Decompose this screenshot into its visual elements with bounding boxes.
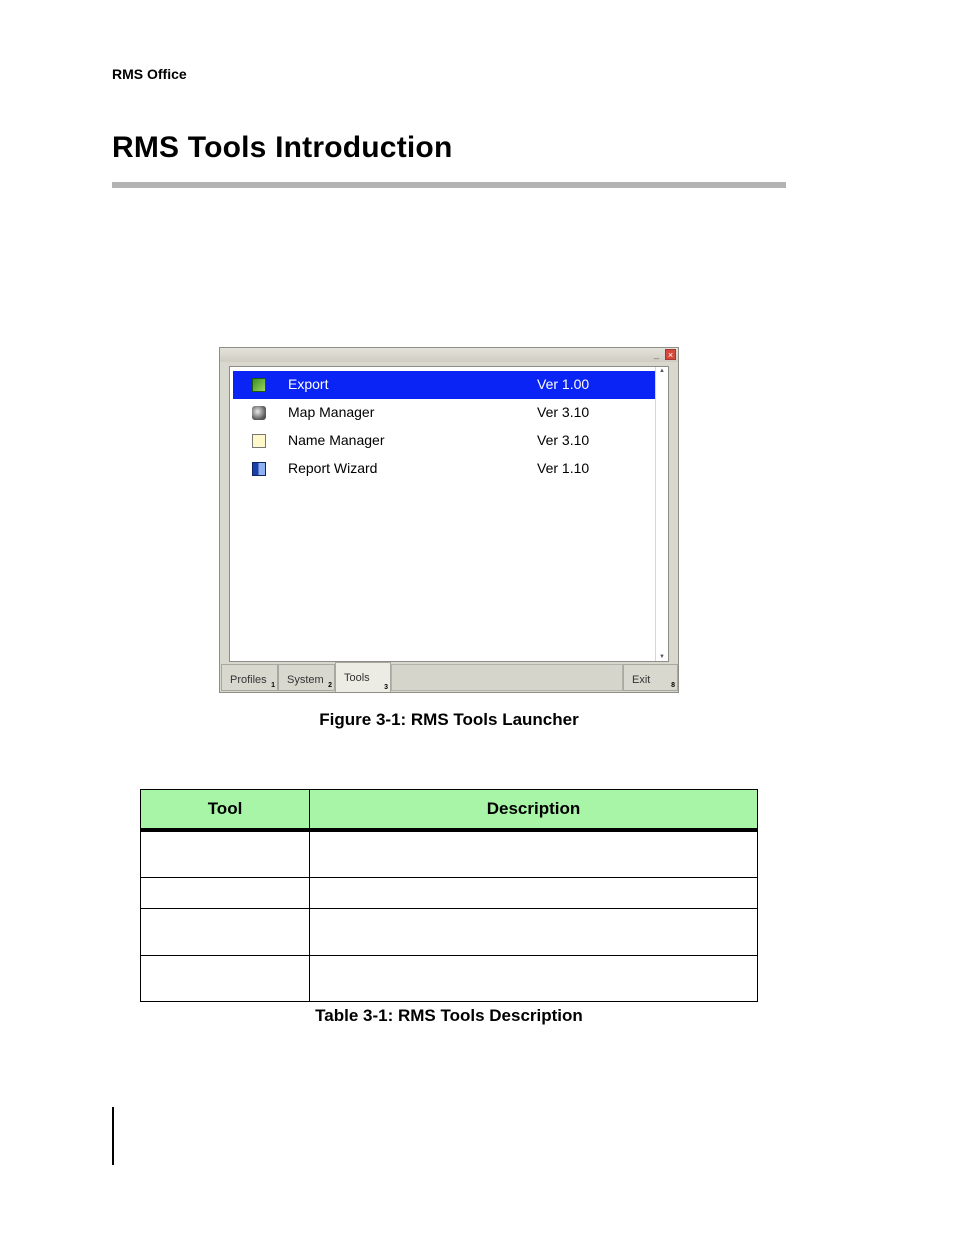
- margin-change-bar: [112, 1107, 114, 1165]
- export-icon: [252, 378, 266, 392]
- tool-version: Ver 1.00: [537, 376, 590, 392]
- tool-version: Ver 3.10: [537, 432, 590, 448]
- launcher-tabbar: [220, 662, 678, 692]
- tab-profiles[interactable]: [221, 664, 278, 691]
- table-row: [141, 830, 758, 877]
- table-header-row: [141, 790, 758, 831]
- minimize-icon[interactable]: _: [653, 349, 659, 359]
- table-row: [141, 955, 758, 1001]
- scroll-up-icon[interactable]: ▲: [659, 368, 665, 374]
- table-cell-tool: [141, 908, 310, 955]
- tools-description-table: [140, 789, 758, 1002]
- tab-label: Exit: [632, 674, 651, 686]
- table-cell-tool: [141, 955, 310, 1001]
- tab-shortcut-number: 3: [384, 684, 388, 691]
- table-cell-description: [310, 908, 758, 955]
- report-icon: [252, 462, 266, 476]
- tab-label: Tools: [344, 672, 370, 684]
- tab-label: Profiles: [230, 674, 267, 686]
- table-caption: Table 3-1: RMS Tools Description: [315, 1006, 583, 1025]
- tool-name: Report Wizard: [288, 460, 378, 476]
- tab-tools[interactable]: [335, 662, 391, 692]
- tool-item-export[interactable]: [233, 371, 656, 399]
- tool-item-name-manager[interactable]: [233, 427, 656, 455]
- tabbar-spacer: [391, 664, 623, 691]
- table-cell-description: [310, 830, 758, 877]
- tools-launcher-window: [219, 347, 679, 693]
- exit-button[interactable]: [623, 664, 678, 691]
- title-rule: [112, 182, 786, 188]
- tab-shortcut-number: 8: [671, 682, 675, 689]
- tab-shortcut-number: 2: [328, 682, 332, 689]
- close-icon[interactable]: ×: [665, 349, 676, 360]
- figure-caption: Figure 3-1: RMS Tools Launcher: [319, 710, 579, 729]
- tool-item-map-manager[interactable]: [233, 399, 656, 427]
- list-scrollbar[interactable]: [655, 367, 668, 661]
- column-header-tool: Tool: [141, 790, 310, 831]
- map-icon: [252, 406, 266, 420]
- tab-label: System: [287, 674, 324, 686]
- tool-version: Ver 3.10: [537, 404, 590, 420]
- tab-shortcut-number: 1: [271, 682, 275, 689]
- tool-list: [229, 366, 669, 662]
- table-cell-description: [310, 877, 758, 908]
- tab-system[interactable]: [278, 664, 335, 691]
- table-row: [141, 877, 758, 908]
- tool-name: Map Manager: [288, 404, 375, 420]
- window-titlebar[interactable]: [220, 348, 678, 362]
- tool-version: Ver 1.10: [537, 460, 590, 476]
- table-cell-tool: [141, 877, 310, 908]
- scroll-down-icon[interactable]: ▼: [659, 654, 665, 660]
- tool-name: Export: [288, 376, 329, 392]
- table-cell-description: [310, 955, 758, 1001]
- running-header: RMS Office: [112, 66, 187, 82]
- table-row: [141, 908, 758, 955]
- column-header-description: Description: [310, 790, 758, 831]
- page-title: RMS Tools Introduction: [112, 131, 453, 164]
- document-icon: [252, 434, 266, 448]
- tool-name: Name Manager: [288, 432, 385, 448]
- tool-item-report-wizard[interactable]: [233, 455, 656, 483]
- table-cell-tool: [141, 830, 310, 877]
